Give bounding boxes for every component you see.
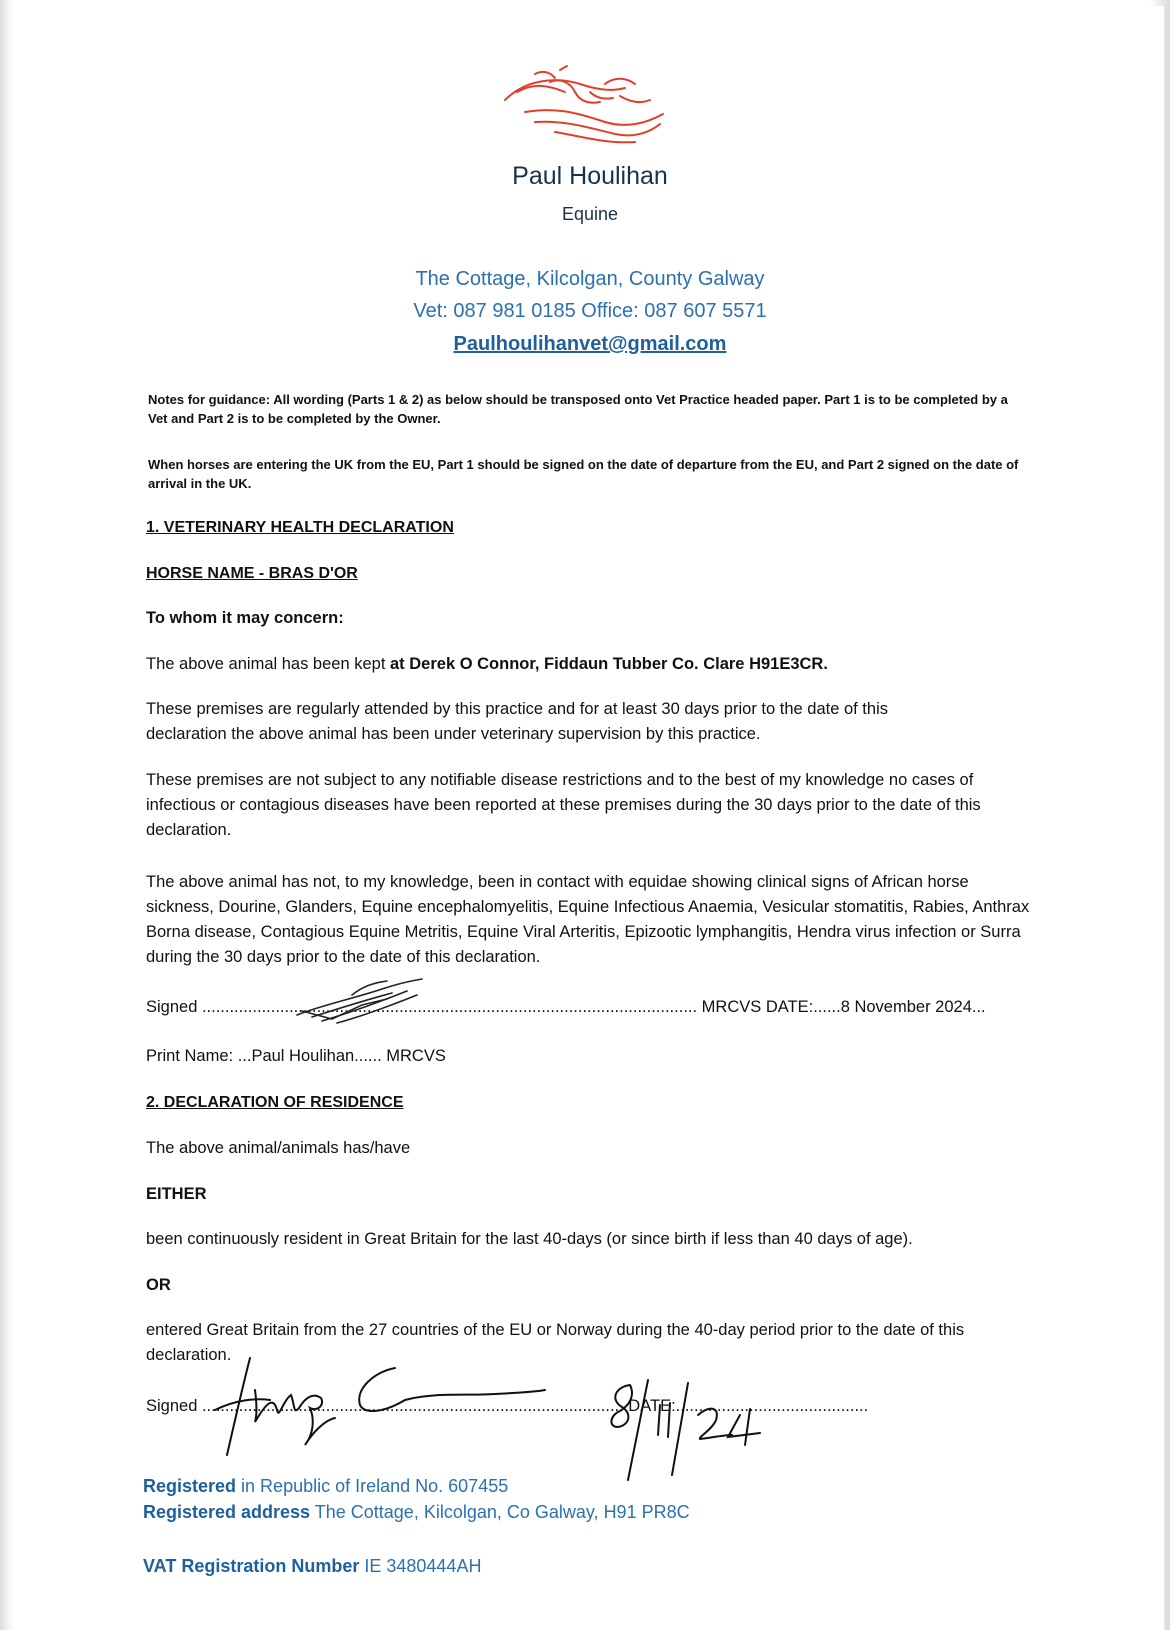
part1-heading: 1. VETERINARY HEALTH DECLARATION — [146, 519, 454, 536]
practice-address: The Cottage, Kilcolgan, County Galway — [415, 268, 765, 290]
reg-label: Registered — [143, 1476, 237, 1496]
restrictions-paragraph: These premises are not subject to any notifiable disease restrictions and to the best of my knowledge no cases of infectious or contagious diseases have been reported at these premises during the 30 days prior to the date of this declaration. — [146, 771, 981, 839]
salutation: To whom it may concern: — [146, 609, 344, 627]
practice-subtitle: Equine — [561, 204, 619, 224]
guidance-note: Notes for guidance: All wording (Parts 1 & 2) as below should be transposed onto Vet Practice headed paper. Part 1 is to be completed by a Vet and Part 2 is to be completed by the Owner. — [148, 392, 1008, 426]
vat-text: IE 3480444AH — [359, 1556, 482, 1576]
signature-dots: ............................................................................................................ — [201, 998, 698, 1016]
vat-label: VAT Registration Number — [143, 1556, 360, 1576]
vat-number — [143, 1556, 481, 1577]
signature-dots: ............................................................................................ — [201, 1397, 624, 1415]
kept-prefix: The above animal has been kept — [146, 655, 390, 673]
date-dots: .......................................... — [675, 1397, 869, 1415]
reg-text: in Republic of Ireland No. 607455 — [236, 1476, 509, 1496]
reg-addr-text: The Cottage, Kilcolgan, Co Galway, H91 PR8C — [310, 1502, 690, 1522]
date-label: DATE: — [623, 1397, 676, 1415]
reg-addr-label: Registered address — [143, 1502, 311, 1522]
mrcvs-date: MRCVS DATE:......8 November 2024... — [697, 998, 986, 1016]
residence-intro: The above animal/animals has/have — [146, 1139, 411, 1157]
horse-name: HORSE NAME - BRAS D'OR — [146, 565, 358, 582]
print-name: Print Name: ...Paul Houlihan...... MRCVS — [146, 1047, 446, 1065]
signed-label: Signed — [146, 998, 202, 1016]
entered-paragraph: entered Great Britain from the 27 countries of the EU or Norway during the 40-day period prior to the date of this declaration. — [146, 1321, 965, 1364]
owner-signature-icon — [195, 1350, 575, 1460]
vet-signature-line — [146, 995, 1036, 1020]
contact-paragraph: The above animal has not, to my knowledge, been in contact with equidae showing clinical signs of African horse sickness, Dourine, Glanders, Equine encephalomyelitis, Equine Infectious Anaemia, Vesicular stomatitis, Rabies, Anthrax Borna disease, Contagious Equine Metritis, Equine Viral Arteritis, Epizootic lymphangitis, Hendra virus infection or Surra during the 30 days prior to the date of this declaration. — [146, 873, 1030, 966]
entering-note: When horses are entering the UK from the EU, Part 1 should be signed on the date of departure from the EU, and Part 2 signed on the date of arrival in the UK. — [148, 457, 1019, 491]
part2-heading: 2. DECLARATION OF RESIDENCE — [146, 1094, 404, 1111]
or-label: OR — [146, 1276, 171, 1294]
signed-label: Signed — [146, 1397, 202, 1415]
vet-signature-icon — [292, 975, 432, 1030]
continuous-paragraph: been continuously resident in Great Britain for the last 40-days (or since birth if less than 40 days of age). — [146, 1230, 913, 1248]
premises-paragraph: These premises are regularly attended by this practice and for at least 30 days prior to the date of this declaration the above animal has been under veterinary supervision by this practice. — [146, 700, 888, 743]
practice-phones: Vet: 087 981 0185 Office: 087 607 5571 — [413, 300, 767, 322]
kept-paragraph — [146, 652, 1036, 677]
kept-location: at Derek O Connor, Fiddaun Tubber Co. Clare H91E3CR. — [390, 655, 828, 673]
registration-number — [143, 1476, 508, 1497]
practice-name: Paul Houlihan — [512, 162, 668, 190]
handwritten-date-icon — [600, 1375, 790, 1485]
stylized-horse-head-icon — [495, 62, 675, 172]
practice-email-link[interactable]: Paulhoulihanvet@gmail.com — [453, 333, 727, 355]
either-label: EITHER — [146, 1185, 207, 1203]
registered-address — [143, 1502, 690, 1523]
